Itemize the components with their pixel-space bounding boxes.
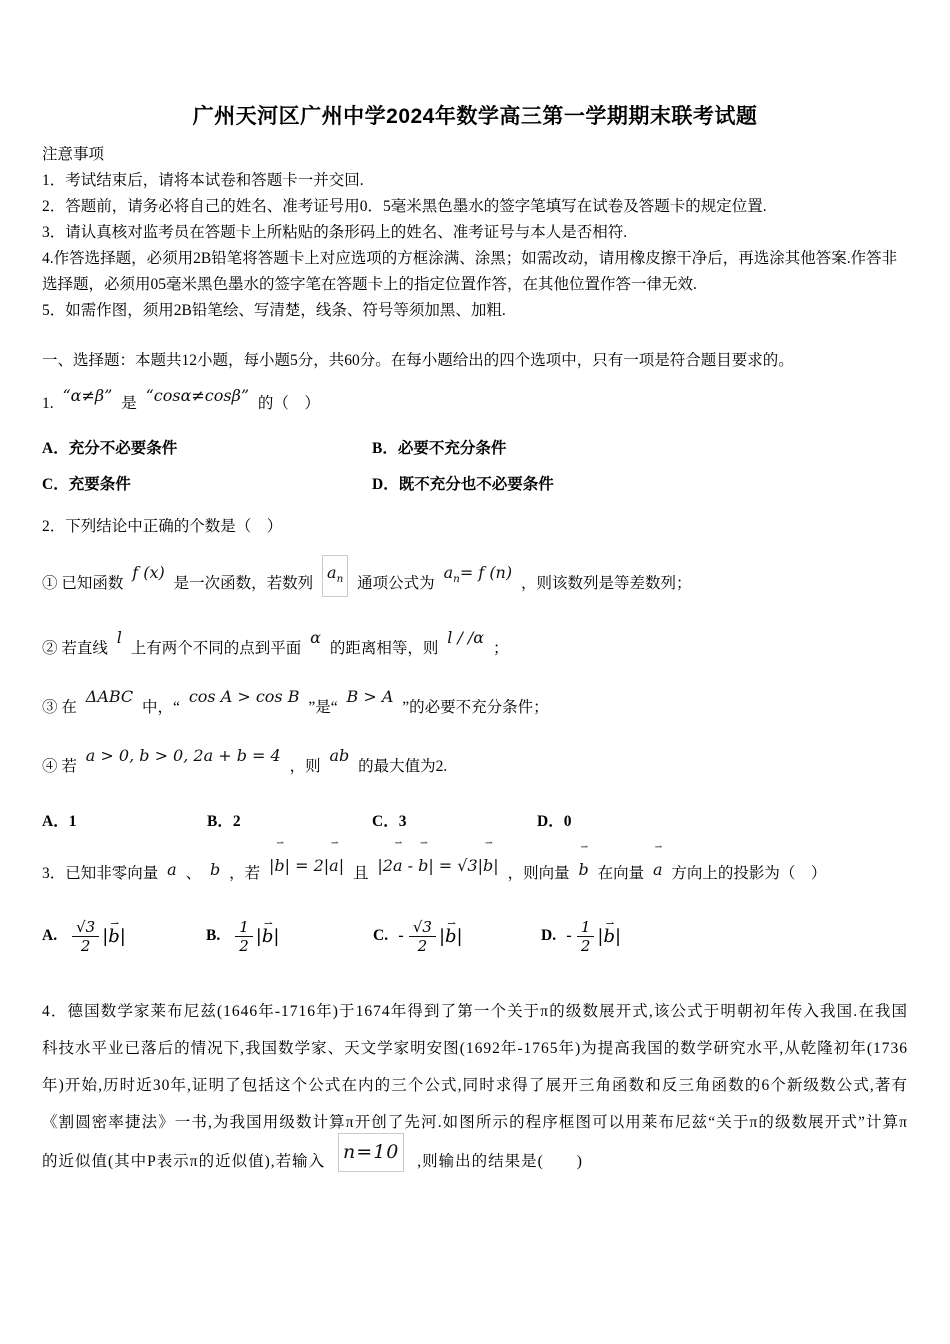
sqrt-3: √3 bbox=[457, 856, 478, 876]
vector-b: b ⇀ bbox=[483, 845, 493, 887]
math-vector-a: a ⇀ bbox=[653, 849, 663, 891]
q2-item-1-text: ，则该数列是等差数列； bbox=[520, 575, 692, 592]
question-1-number: 1. bbox=[42, 395, 54, 412]
notice-item-4: 4.作答选择题，必须用2B铅笔将答题卡上对应选项的方框涂满、涂黑；如需改动，请用橡皮擦干净后，再选涂其他答案.作答非选择题，必须用05毫米黑色墨水的签字笔在答题卡上的指定位置作答，在其他位置作答一律无效. bbox=[42, 250, 898, 293]
option-2d: D．0 bbox=[537, 813, 572, 831]
q2-item-2-text: ② 若直线 bbox=[42, 640, 108, 658]
option-3d: D. - $\frac{1}{2}$ |b ⇀| bbox=[541, 918, 621, 955]
q3-text: 3．已知非零向量 bbox=[42, 865, 159, 883]
option-2b: B．2 bbox=[207, 813, 241, 831]
question-1-options-row-2 bbox=[42, 471, 908, 499]
q2-item-4-text: ，则 bbox=[289, 758, 321, 776]
option-3b: B. $\frac{1}{2}$ |b ⇀| bbox=[206, 918, 373, 955]
vector-a: a ⇀ bbox=[393, 845, 403, 887]
q2-item-3-text: ”是“ bbox=[308, 699, 338, 717]
math-plane-alpha: α bbox=[310, 628, 321, 648]
option-2c: C．3 bbox=[372, 813, 407, 831]
q3-text: 、 bbox=[185, 865, 202, 883]
math-line-l: l bbox=[116, 628, 122, 648]
math-n-equals-10: n=10 bbox=[338, 1133, 404, 1172]
math-cosA-gt-cosB: cos A > cos B bbox=[188, 687, 300, 707]
q2-item-1-text: 通项公式为 bbox=[357, 575, 435, 592]
q3-text: 在向量 bbox=[597, 865, 645, 883]
math-a-sub-n: $a_n$ bbox=[322, 555, 348, 597]
math-an-equals-fn: $a_n= f$ (n) bbox=[443, 563, 513, 586]
option-1c: C．充要条件 bbox=[42, 476, 131, 493]
vector-b: b ⇀ bbox=[418, 845, 428, 887]
q2-item-1-text: 是一次函数，若数列 bbox=[173, 575, 314, 592]
vector-a: a ⇀ bbox=[329, 845, 339, 887]
question-1-text: 是 bbox=[121, 395, 137, 412]
notice-item-3: 3．请认真核对监考员在答题卡上所粘贴的条形码上的姓名、准考证号与本人是否相符. bbox=[42, 224, 628, 241]
abs-vector-b: |b ⇀| bbox=[256, 926, 280, 947]
abs-vector-b: |b ⇀| bbox=[439, 926, 463, 947]
section-one-heading: 一、选择题：本题共12小题，每小题5分，共60分。在每小题给出的四个选项中，只有一项是符合题目要求的。 bbox=[42, 352, 794, 369]
math-B-gt-A: B > A bbox=[346, 687, 394, 707]
notice-item-5: 5．如需作图，须用2B铅笔绘、写清楚，线条、符号等须加黑、加粗. bbox=[42, 302, 506, 319]
q2-item-3-text: ”的必要不充分条件； bbox=[402, 699, 549, 717]
q2-item-4-text: 的最大值为2. bbox=[358, 758, 448, 776]
option-2a: A．1 bbox=[42, 813, 77, 831]
fraction: $\frac{1}{2}$ bbox=[577, 918, 595, 955]
q2-item-1-text: ① 已知函数 bbox=[42, 575, 124, 592]
question-2-options bbox=[42, 808, 908, 836]
math-alpha-neq-beta: “α≠β” bbox=[62, 386, 113, 405]
math-triangle-abc: ΔABC bbox=[85, 687, 134, 707]
q3-text: ，若 bbox=[229, 865, 261, 883]
math-vector-b: b bbox=[209, 860, 221, 880]
abs-vector-b: |b ⇀| bbox=[597, 926, 621, 947]
question-1-stem bbox=[42, 380, 908, 427]
q2-item-2-text: 的距离相等，则 bbox=[329, 640, 439, 658]
math-f-of-x: f (x) bbox=[132, 563, 165, 582]
question-2-stem: 2．下列结论中正确的个数是（ ） bbox=[42, 518, 283, 535]
notice-heading: 注意事项 bbox=[42, 146, 105, 163]
math-ab: ab bbox=[329, 746, 350, 766]
notice-section bbox=[42, 142, 908, 324]
question-4-paragraph bbox=[42, 993, 908, 1180]
question-2-item-1 bbox=[42, 565, 908, 607]
fraction: $\frac{1}{2}$ bbox=[235, 918, 253, 955]
q2-item-3-text: 中，“ bbox=[142, 699, 180, 717]
q2-item-4-text: ④ 若 bbox=[42, 758, 77, 776]
q2-item-2-text: 上有两个不同的点到平面 bbox=[130, 640, 302, 658]
notice-item-1: 1．考试结束后，请将本试卷和答题卡一并交回. bbox=[42, 172, 364, 189]
option-3a: A. $\frac{√3}{2}$ |b ⇀| bbox=[42, 918, 206, 955]
option-1a: A．充分不必要条件 bbox=[42, 440, 178, 457]
q3-text: 方向上的投影为（ ） bbox=[671, 865, 827, 883]
question-1-options-row-1 bbox=[42, 435, 908, 463]
option-1b: B．必要不充分条件 bbox=[372, 440, 507, 457]
vector-b: b ⇀ bbox=[274, 845, 284, 887]
question-4-text: 4．德国数学家莱布尼兹(1646年-1716年)于1674年得到了第一个关于π的级数展开式,该公式于明朝初年传入我国.在我国科技水平业已落后的情况下,我国数学家、天文学家明安图(1692年-1765年)为提高我国的数学研究水平,从乾隆初年(1736年)开始,历时近30年,证明了包括这个公式在内的三个公式,同时求得了展开三角函数和反三角函数的6个新级数公式,著有《割圆密率捷法》一书,为我国用级数计算π开创了先河.如图所示的程序框图可以用莱布尼兹“关于π的级数展开式”计算π的近似值(其中P表示π的近似值),若输入 bbox=[42, 1003, 908, 1171]
math-abs-b-eq-2-abs-a: |b ⇀| = 2|a ⇀| bbox=[269, 845, 344, 887]
question-2-item-2 bbox=[42, 628, 908, 666]
q3-text: ，则向量 bbox=[507, 865, 570, 883]
math-2a-plus-b-eq-4: a > 0, b > 0, 2a + b = 4 bbox=[85, 746, 281, 766]
math-cos-alpha-neq-cos-beta: “cosα≠cosβ” bbox=[145, 386, 250, 405]
fraction: $\frac{√3}{2}$ bbox=[72, 918, 99, 955]
question-4-tail: ,则输出的结果是( ) bbox=[417, 1153, 583, 1171]
question-2-item-3 bbox=[42, 687, 908, 725]
question-1-tail: 的（ ） bbox=[257, 395, 320, 412]
question-2-item-4 bbox=[42, 746, 908, 784]
page-title: 广州天河区广州中学2024年数学高三第一学期期末联考试题 bbox=[192, 105, 758, 128]
notice-item-2: 2．答题前，请务必将自己的姓名、准考证号用0．5毫米黑色墨水的签字笔填写在试卷及答题卡的规定位置. bbox=[42, 198, 767, 215]
option-1d: D．既不充分也不必要条件 bbox=[372, 476, 554, 493]
math-abs-2a-minus-b-eq-sqrt3-abs-b: |2a ⇀ - b ⇀| = √3|b ⇀| bbox=[377, 845, 498, 887]
abs-vector-b: |b ⇀| bbox=[102, 926, 126, 947]
q2-item-3-text: ③ 在 bbox=[42, 699, 77, 717]
question-3-stem bbox=[42, 852, 908, 895]
q3-text: 且 bbox=[352, 865, 369, 883]
option-3c: C. - $\frac{√3}{2}$ |b ⇀| bbox=[373, 918, 541, 955]
math-l-parallel-alpha: l / /α bbox=[447, 628, 485, 648]
question-3-options bbox=[42, 907, 908, 965]
math-vector-b: b ⇀ bbox=[578, 849, 588, 891]
fraction: $\frac{√3}{2}$ bbox=[409, 918, 436, 955]
math-vector-a: a bbox=[167, 860, 177, 880]
q2-item-2-text: ； bbox=[492, 640, 509, 658]
